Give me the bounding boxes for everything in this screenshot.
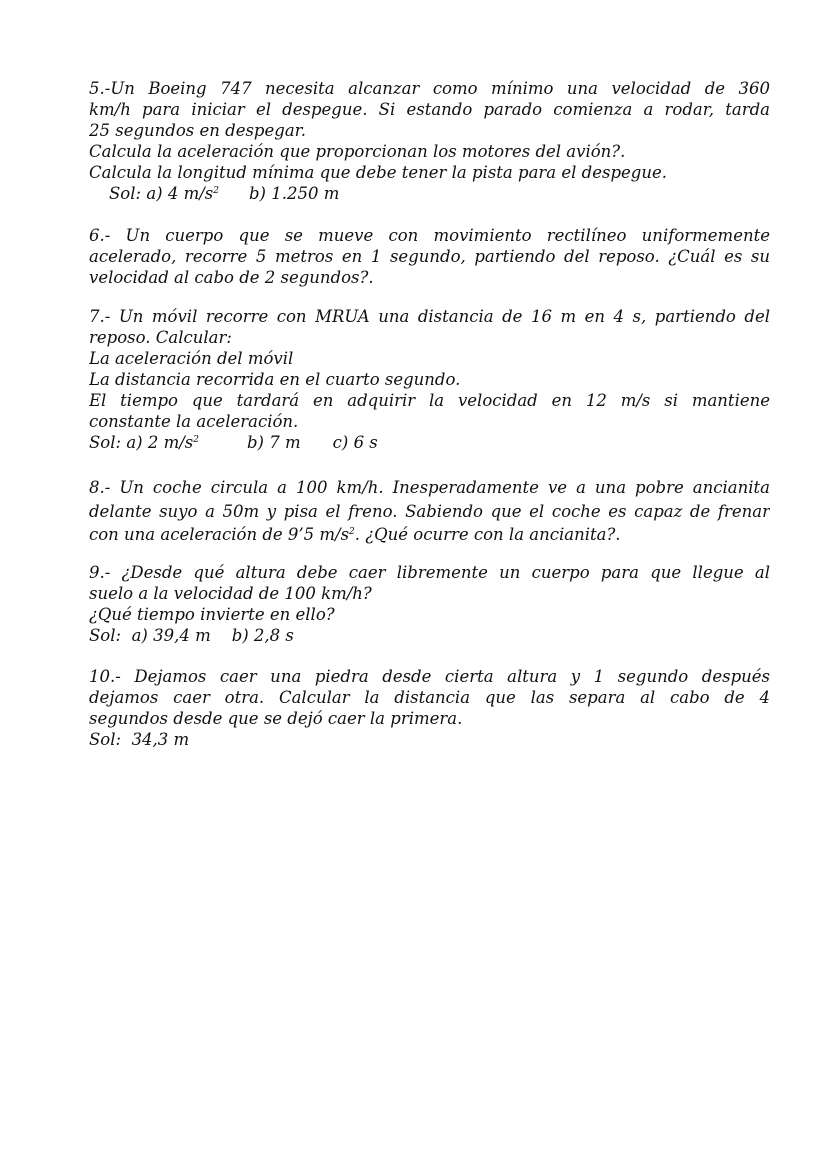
- solution-c: c) 6 s: [332, 433, 378, 452]
- problem-question-line: La distancia recorrida en el cuarto segundo.: [89, 370, 461, 389]
- superscript: 2: [349, 527, 355, 537]
- solution-b: b) 1.250 m: [249, 184, 340, 203]
- problem-text-line: velocidad al cabo de 2 segundos?.: [89, 268, 374, 287]
- problem-text-line: 25 segundos en despegar.: [89, 121, 306, 140]
- problem-6: [89, 225, 770, 288]
- problem-text-line: 10.- Dejamos caer una piedra desde cierta altura y 1 segundo después: [89, 667, 770, 686]
- problem-text-line: 7.- Un móvil recorre con MRUA una distancia de 16 m en 4 s, partiendo del: [89, 307, 770, 326]
- problem-question-line: La aceleración del móvil: [89, 349, 294, 368]
- problem-text-line: 8.- Un coche circula a 100 km/h. Inesperadamente ve a una pobre ancianita: [89, 478, 770, 497]
- solution-b: b) 7 m: [247, 433, 301, 452]
- problem-5: [89, 78, 770, 204]
- problem-text-line: [89, 523, 770, 547]
- problem-question-line: Calcula la longitud mínima que debe tener la pista para el despegue.: [89, 163, 667, 182]
- problem-7: [89, 306, 770, 453]
- problem-text-line: 9.- ¿Desde qué altura debe caer libremente un cuerpo para que llegue al: [89, 563, 770, 582]
- problem-text-line: segundos desde que se dejó caer la primera.: [89, 709, 463, 728]
- problem-text-line: suelo a la velocidad de 100 km/h?: [89, 584, 372, 603]
- problem-question-line: Calcula la aceleración que proporcionan los motores del avión?.: [89, 142, 626, 161]
- solution-prefix: Sol: a) 4 m/s: [109, 184, 214, 203]
- problem-text-fragment: con una aceleración de 9’5 m/s: [89, 525, 350, 544]
- solution-line: [89, 183, 770, 204]
- superscript: 2: [193, 435, 199, 445]
- problem-text-line: km/h para iniciar el despegue. Si estando parado comienza a rodar, tarda: [89, 100, 770, 119]
- solution-line: Sol: a) 39,4 m b) 2,8 s: [89, 626, 294, 645]
- problem-text-fragment: . ¿Qué ocurre con la ancianita?.: [354, 525, 621, 544]
- problem-question-line: ¿Qué tiempo invierte en ello?: [89, 605, 335, 624]
- problem-question-line: El tiempo que tardará en adquirir la velocidad en 12 m/s si mantiene: [89, 391, 770, 410]
- problem-text-line: reposo. Calcular:: [89, 328, 232, 347]
- problem-text-line: acelerado, recorre 5 metros en 1 segundo, partiendo del reposo. ¿Cuál es su: [89, 247, 770, 266]
- solution-line: [89, 432, 770, 453]
- solution-line: Sol: 34,3 m: [89, 730, 190, 749]
- problem-text-line: delante suyo a 50m y pisa el freno. Sabiendo que el coche es capaz de frenar: [89, 501, 770, 521]
- problem-question-line: constante la aceleración.: [89, 412, 299, 431]
- problem-text-line: 6.- Un cuerpo que se mueve con movimiento rectilíneo uniformemente: [89, 226, 770, 245]
- problem-text-line: 5.-Un Boeing 747 necesita alcanzar como mínimo una velocidad de 360: [89, 79, 770, 98]
- problem-9: [89, 562, 770, 646]
- problem-10: [89, 666, 770, 750]
- superscript: 2: [213, 186, 219, 196]
- solution-prefix: Sol: a) 2 m/s: [89, 433, 194, 452]
- problem-text-line: dejamos caer otra. Calcular la distancia que las separa al cabo de 4: [89, 688, 770, 707]
- problem-8: [89, 476, 770, 547]
